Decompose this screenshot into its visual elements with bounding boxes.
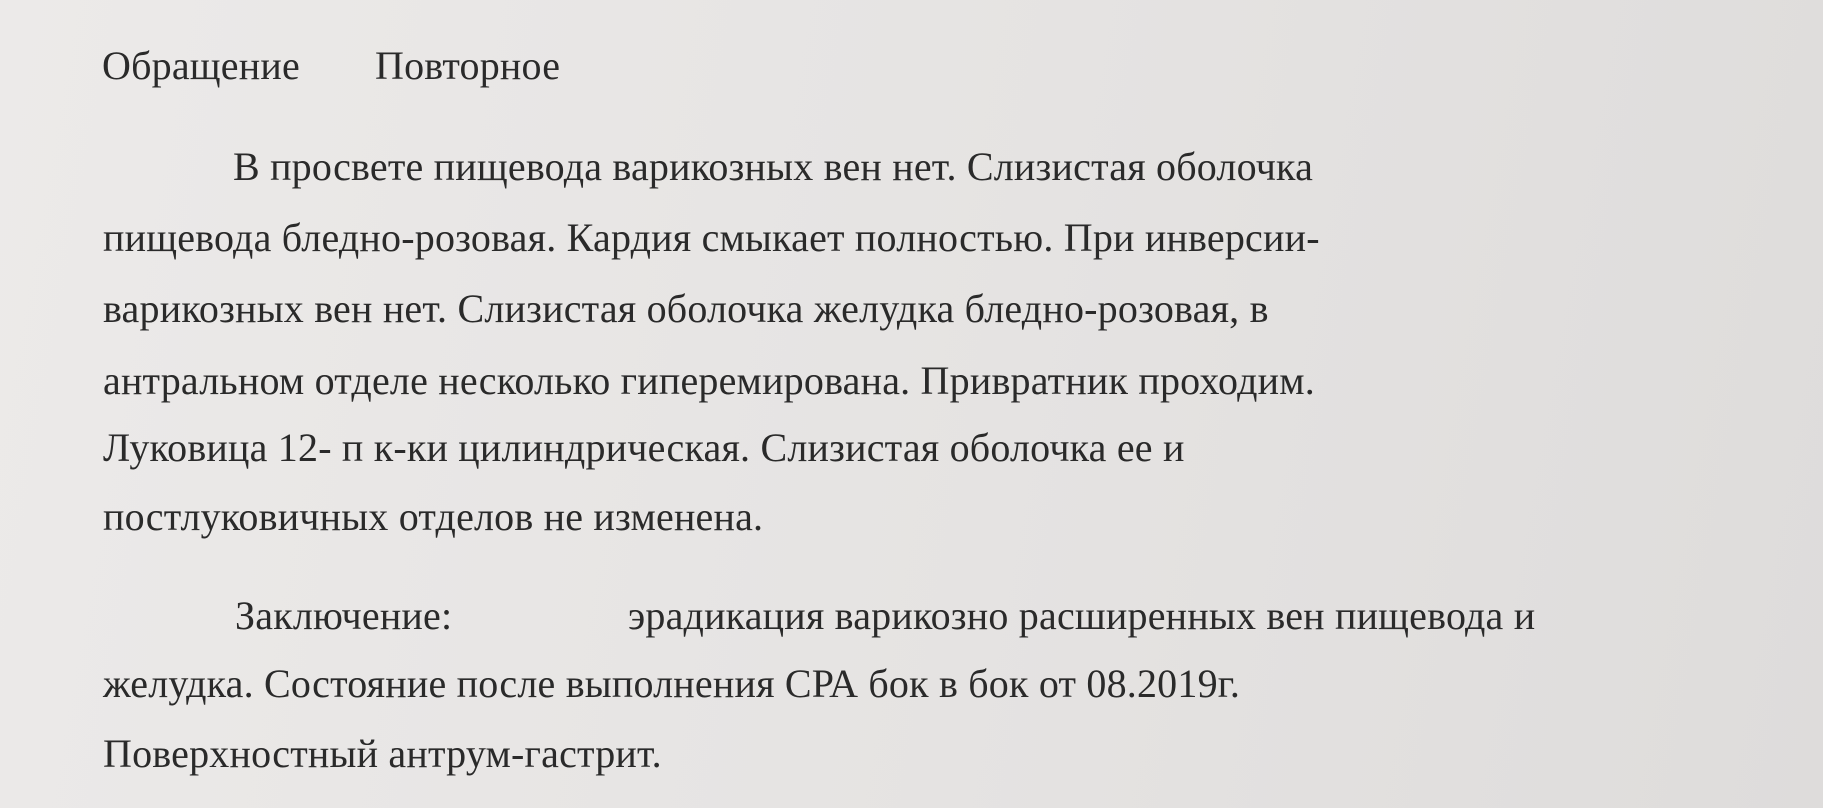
findings-line: антральном отделе несколько гиперемирована. Привратник проходим.: [103, 358, 1315, 403]
findings-line: Луковица 12- п к-ки цилиндрическая. Слизистая оболочка ее и: [103, 425, 1185, 470]
findings-line: пищевода бледно-розовая. Кардия смыкает полностью. При инверсии-: [103, 215, 1320, 260]
conclusion-line: Поверхностный антрум-гастрит.: [103, 731, 662, 776]
visit-type-value: Повторное: [375, 43, 561, 88]
findings-line: постлуковичных отделов не изменена.: [103, 494, 764, 539]
visit-type-label: Обращение: [102, 43, 300, 88]
findings-line: варикозных вен нет. Слизистая оболочка желудка бледно-розовая, в: [103, 286, 1269, 331]
conclusion-line: эрадикация варикозно расширенных вен пищевода и: [628, 593, 1536, 638]
conclusion-line: желудка. Состояние после выполнения СРА бок в бок от 08.2019г.: [103, 661, 1241, 706]
conclusion-label: Заключение:: [235, 593, 453, 638]
findings-line: В просвете пищевода варикозных вен нет. Слизистая оболочка: [233, 144, 1314, 189]
